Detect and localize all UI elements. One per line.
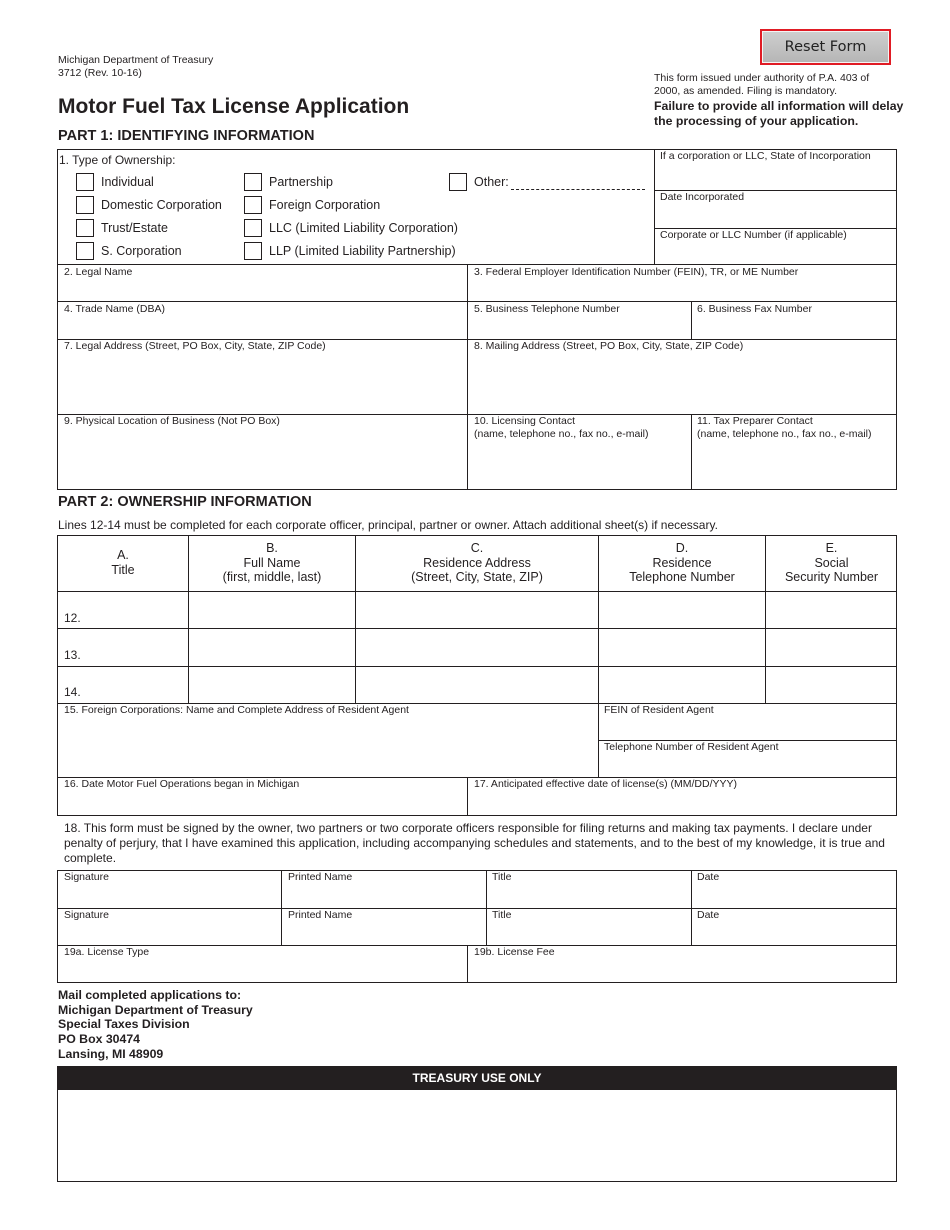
row-13-ssn-input[interactable] (767, 630, 896, 665)
business-fax-input[interactable] (693, 318, 895, 338)
row-14-address-input[interactable] (357, 668, 597, 703)
agent-phone-label: Telephone Number of Resident Agent (604, 741, 779, 753)
legal-name-input[interactable] (59, 281, 465, 300)
mailing-address-input[interactable] (469, 355, 895, 412)
foreign-corp-checkbox[interactable] (244, 196, 262, 214)
declaration-text: 18. This form must be signed by the owner, two partners or two corporate officers responsible for filing returns and making tax payments. I declare under penalty of perjury, that I have examined this application, including accompanying schedules and statements, and to the best of my knowledge, it is true and complete. (64, 821, 885, 865)
license-type-label: 19a. License Type (64, 946, 150, 958)
mailing-line-5: Lansing, MI 48909 (58, 1046, 164, 1061)
physical-location-label: 9. Physical Location of Business (Not PO Box) (64, 415, 280, 427)
dept-name: Michigan Department of Treasury (58, 54, 214, 66)
row-13-name-input[interactable] (190, 630, 354, 665)
mailing-line-3: Special Taxes Division (58, 1017, 190, 1032)
date-1-input[interactable] (693, 886, 895, 907)
other-ownership-input[interactable] (511, 174, 645, 190)
trust-estate-checkbox[interactable] (76, 219, 94, 237)
title-2-input[interactable] (488, 924, 690, 944)
col-a-title: Title (111, 562, 135, 577)
col-e-letter: E. (825, 541, 838, 555)
date-incorporated-label: Date Incorporated (660, 191, 745, 203)
foreign-corp-label: Foreign Corporation (269, 198, 381, 212)
agent-fein-input[interactable] (600, 719, 896, 739)
title-1-label: Title (492, 871, 512, 883)
business-phone-input[interactable] (469, 318, 689, 338)
row-14-ssn-input[interactable] (767, 668, 896, 703)
date-incorporated-input[interactable] (656, 205, 895, 227)
state-incorporation-input[interactable] (656, 165, 895, 189)
tax-preparer-input[interactable] (693, 443, 895, 488)
col-e-title: Social (814, 555, 849, 570)
llc-checkbox[interactable] (244, 219, 262, 237)
license-fee-input[interactable] (469, 961, 895, 982)
part2-instructions: Lines 12-14 must be completed for each corporate officer, principal, partner or owner. Attach additional sheet(s) if necessary. (58, 518, 718, 532)
legal-address-label: 7. Legal Address (Street, PO Box, City, State, ZIP Code) (64, 340, 326, 352)
row-14-label: 14. (64, 685, 81, 699)
reset-form-button[interactable]: Reset Form (760, 29, 891, 65)
agent-fein-label: FEIN of Resident Agent (604, 704, 714, 716)
other-label: Other: (474, 175, 509, 189)
treasury-use-box (57, 1089, 897, 1182)
col-b-header (189, 541, 355, 585)
business-fax-label: 6. Business Fax Number (697, 303, 812, 315)
fein-label: 3. Federal Employer Identification Number (FEIN), TR, or ME Number (474, 266, 799, 278)
col-c-header (356, 541, 598, 585)
legal-address-input[interactable] (59, 355, 465, 412)
signature-1-input[interactable] (59, 886, 280, 907)
row-13-label: 13. (64, 648, 81, 662)
row-13-phone-input[interactable] (600, 630, 764, 665)
ownership-label: 1. Type of Ownership: (59, 153, 176, 167)
trade-name-label: 4. Trade Name (DBA) (64, 303, 165, 315)
resident-agent-input[interactable] (59, 719, 596, 775)
col-c-title: Residence Address (423, 555, 531, 570)
fein-input[interactable] (469, 281, 895, 300)
mailing-line-1: Mail completed applications to: (58, 988, 242, 1002)
corp-number-input[interactable] (656, 243, 895, 264)
col-e-sub: Security Number (784, 570, 879, 584)
row-12-title-input[interactable] (84, 593, 187, 627)
row-14-name-input[interactable] (190, 668, 354, 703)
row-12-address-input[interactable] (357, 593, 597, 627)
title-1-input[interactable] (488, 886, 690, 907)
col-d-header (599, 541, 765, 585)
legal-name-label: 2. Legal Name (64, 266, 133, 278)
row-14-title-input[interactable] (84, 668, 187, 703)
corp-number-label: Corporate or LLC Number (if applicable) (660, 229, 847, 241)
licensing-contact-sub: (name, telephone no., fax no., e-mail) (474, 428, 649, 440)
llp-label: LLP (Limited Liability Partnership) (269, 244, 456, 258)
licensing-contact-input[interactable] (469, 443, 689, 488)
licensing-contact-label (474, 415, 649, 441)
partnership-checkbox[interactable] (244, 173, 262, 191)
col-b-title: Full Name (243, 555, 301, 570)
form-number: 3712 (Rev. 10-16) (58, 67, 142, 79)
col-b-letter: B. (266, 541, 278, 555)
row-14-phone-input[interactable] (600, 668, 764, 703)
agent-phone-input[interactable] (600, 756, 896, 776)
col-c-letter: C. (470, 541, 484, 555)
mailing-line-4: PO Box 30474 (58, 1032, 141, 1047)
printed-name-2-input[interactable] (283, 924, 485, 944)
col-d-sub: Telephone Number (629, 570, 735, 584)
signature-1-label: Signature (64, 871, 109, 883)
printed-name-1-label: Printed Name (288, 871, 353, 883)
license-type-input[interactable] (59, 961, 465, 982)
part2-heading: PART 2: OWNERSHIP INFORMATION (58, 494, 312, 510)
part1-heading: PART 1: IDENTIFYING INFORMATION (58, 128, 315, 144)
domestic-corp-checkbox[interactable] (76, 196, 94, 214)
other-checkbox[interactable] (449, 173, 467, 191)
mailing-address-block (58, 988, 253, 1062)
resident-agent-label: 15. Foreign Corporations: Name and Complete Address of Resident Agent (64, 704, 409, 716)
page-title: Motor Fuel Tax License Application (58, 95, 410, 118)
partnership-label: Partnership (269, 175, 333, 189)
row-13-title-input[interactable] (84, 630, 187, 665)
effective-date-label: 17. Anticipated effective date of license(s) (MM/DD/YYY) (474, 778, 738, 790)
physical-location-input[interactable] (59, 430, 465, 488)
individual-checkbox[interactable] (76, 173, 94, 191)
mailing-line-2: Michigan Department of Treasury (58, 1002, 253, 1017)
effective-date-input[interactable] (469, 793, 895, 814)
row-12-ssn-input[interactable] (767, 593, 896, 627)
licensing-contact-title: 10. Licensing Contact (474, 415, 575, 427)
col-e-header (766, 541, 897, 585)
row-12-phone-input[interactable] (600, 593, 764, 627)
s-corp-checkbox[interactable] (76, 242, 94, 260)
domestic-corp-label: Domestic Corporation (101, 198, 222, 212)
warning-note: Failure to provide all information will delay the processing of your application. (654, 99, 904, 128)
individual-label: Individual (101, 175, 154, 189)
date-1-label: Date (697, 871, 720, 883)
date-2-input[interactable] (693, 924, 895, 944)
tax-preparer-sub: (name, telephone no., fax no., e-mail) (697, 428, 872, 440)
mailing-address-label: 8. Mailing Address (Street, PO Box, City, State, ZIP Code) (474, 340, 744, 352)
license-fee-label: 19b. License Fee (474, 946, 555, 958)
signature-2-input[interactable] (59, 924, 280, 944)
col-a-letter: A. (117, 548, 129, 562)
llc-label: LLC (Limited Liability Corporation) (269, 221, 458, 235)
date-began-input[interactable] (59, 793, 465, 814)
title-2-label: Title (492, 909, 512, 921)
treasury-use-header: TREASURY USE ONLY (57, 1066, 897, 1090)
trade-name-input[interactable] (59, 318, 465, 338)
row-12-name-input[interactable] (190, 593, 354, 627)
col-c-sub: (Street, City, State, ZIP) (411, 570, 543, 584)
llp-checkbox[interactable] (244, 242, 262, 260)
printed-name-1-input[interactable] (283, 886, 485, 907)
authority-note: This form issued under authority of P.A. 403 of 2000, as amended. Filing is mandatory. (654, 72, 870, 97)
date-began-label: 16. Date Motor Fuel Operations began in Michigan (64, 778, 300, 790)
trust-estate-label: Trust/Estate (101, 221, 168, 235)
state-incorporation-label: If a corporation or LLC, State of Incorporation (660, 150, 871, 162)
col-d-letter: D. (675, 541, 689, 555)
signature-2-label: Signature (64, 909, 109, 921)
business-phone-label: 5. Business Telephone Number (474, 303, 620, 315)
tax-preparer-title: 11. Tax Preparer Contact (697, 415, 813, 427)
printed-name-2-label: Printed Name (288, 909, 353, 921)
tax-preparer-label (697, 415, 872, 441)
row-13-address-input[interactable] (357, 630, 597, 665)
row-12-label: 12. (64, 611, 81, 625)
col-d-title: Residence (652, 555, 712, 570)
col-a-header (58, 548, 188, 577)
date-2-label: Date (697, 909, 720, 921)
s-corp-label: S. Corporation (101, 244, 182, 258)
col-b-sub: (first, middle, last) (222, 570, 322, 584)
